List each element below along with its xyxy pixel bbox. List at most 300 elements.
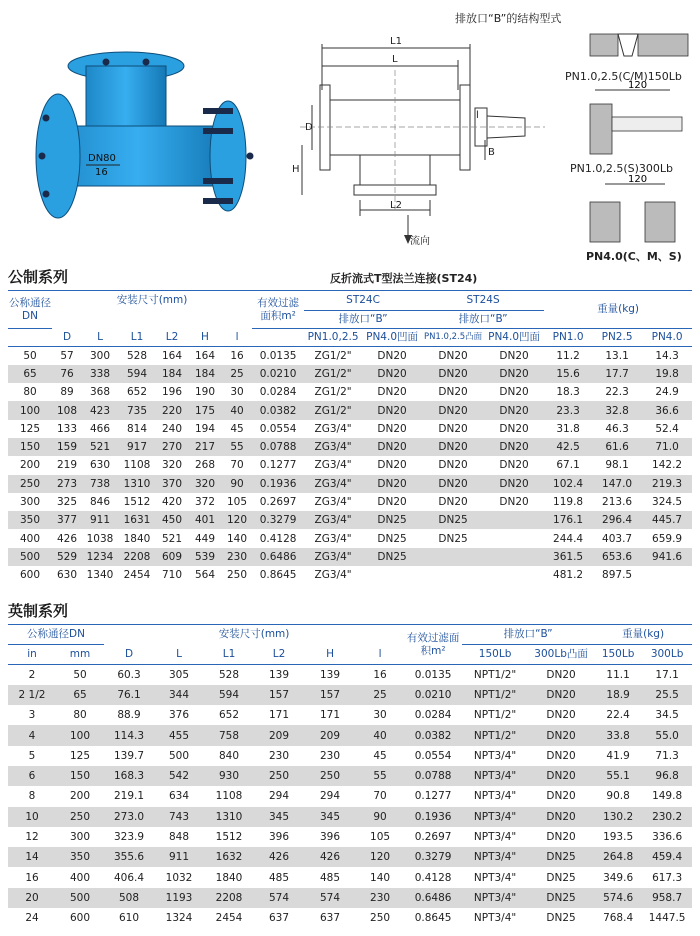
metric-row	[8, 401, 692, 419]
technical-drawing	[280, 30, 560, 255]
imperial-cell: 455	[168, 729, 190, 742]
imperial-cell: 0.0210	[414, 688, 452, 701]
metric-cell: 240	[161, 422, 183, 435]
metric-cell	[484, 548, 544, 566]
metric-cell: 2208	[123, 550, 151, 563]
imperial-header-install: 安装尺寸(mm)	[218, 628, 290, 641]
metric-cell: 0.0554	[259, 422, 297, 435]
imperial-cell: 1840	[215, 871, 243, 884]
metric-cell: 466	[89, 422, 111, 435]
imperial-cell: NPT1/2"	[473, 668, 517, 681]
imperial-cell: DN25	[546, 871, 576, 884]
metric-cell: 219.3	[652, 477, 683, 490]
metric-cell: 445.7	[652, 514, 683, 527]
metric-col-l: l	[222, 329, 252, 347]
imperial-cell: 209	[268, 729, 290, 742]
imperial-cell: 76.1	[117, 688, 141, 701]
metric-cell: 71.0	[655, 441, 679, 454]
metric-cell: 36.6	[655, 404, 679, 417]
metric-cell: ZG3/4"	[314, 496, 352, 509]
imperial-cell: 55.1	[606, 770, 630, 783]
metric-cell: DN20	[438, 367, 468, 380]
imperial-cell: 930	[218, 770, 240, 783]
metric-cell: 564	[194, 569, 216, 582]
metric-cell: DN20	[377, 477, 407, 490]
metric-cell: DN20	[377, 459, 407, 472]
imperial-cell: 542	[168, 770, 190, 783]
metric-cell: 19.8	[655, 367, 679, 380]
metric-cell	[484, 511, 544, 529]
metric-cell: DN20	[499, 349, 529, 362]
imperial-cell: 344	[168, 688, 190, 701]
imperial-row	[8, 786, 692, 806]
imperial-cell: 840	[218, 749, 240, 762]
metric-cell: 67.1	[556, 459, 580, 472]
metric-cell: 0.6486	[259, 550, 297, 563]
metric-cell: DN20	[377, 367, 407, 380]
imperial-row	[8, 705, 692, 725]
metric-cell: 125	[19, 422, 41, 435]
metric-col-L1: L1	[118, 329, 156, 347]
imperial-cell: DN20	[546, 810, 576, 823]
metric-row	[8, 383, 692, 401]
metric-cell: 630	[56, 569, 78, 582]
metric-cell: 244.4	[553, 532, 584, 545]
metric-cell: DN20	[438, 404, 468, 417]
metric-header-weight: 重量(kg)	[544, 291, 692, 329]
metric-cell: DN20	[499, 459, 529, 472]
imperial-cell: 958.7	[652, 891, 683, 904]
imperial-cell: NPT1/2"	[473, 709, 517, 722]
metric-cell	[484, 529, 544, 547]
metric-cell: 120	[227, 514, 248, 527]
imperial-cell: 24	[25, 912, 39, 925]
metric-cell: 0.0284	[259, 386, 297, 399]
imperial-cell: 1632	[215, 851, 243, 864]
imperial-cell: 1108	[215, 790, 243, 803]
metric-cell: 250	[19, 477, 41, 490]
imperial-row	[8, 665, 692, 685]
imperial-cell: 230	[268, 749, 290, 762]
metric-cell: 500	[19, 550, 41, 563]
imperial-cell: 396	[319, 831, 341, 844]
metric-cell: 50	[23, 349, 37, 362]
metric-cell: 15.6	[556, 367, 580, 380]
metric-section-title: 公制系列	[8, 268, 69, 286]
imperial-cell: 294	[268, 790, 290, 803]
imperial-cell: 80	[73, 709, 87, 722]
imperial-cell: DN20	[546, 709, 576, 722]
imperial-cell: 574	[319, 891, 341, 904]
imperial-cell: NPT3/4"	[473, 851, 517, 864]
imperial-cell: 911	[168, 851, 190, 864]
metric-cell: 159	[56, 441, 78, 454]
metric-cell: 23.3	[556, 404, 580, 417]
metric-cell: 0.1936	[259, 477, 297, 490]
imperial-cell: 600	[69, 912, 91, 925]
metric-cell	[484, 566, 544, 584]
metric-cell: 370	[161, 477, 183, 490]
metric-cell: DN20	[438, 459, 468, 472]
imperial-cell: 0.6486	[414, 891, 452, 904]
metric-row	[8, 475, 692, 493]
metric-cell: 100	[19, 404, 41, 417]
imperial-cell: 1324	[165, 912, 193, 925]
imperial-col-l: l	[356, 645, 404, 665]
imperial-cell: 300	[69, 831, 91, 844]
metric-cell: 164	[194, 349, 216, 362]
imperial-cell: 485	[319, 871, 341, 884]
metric-cell: ZG1/2"	[314, 367, 352, 380]
metric-cell: 108	[56, 404, 78, 417]
imperial-cell: 65	[73, 688, 87, 701]
imperial-cell: 55.0	[655, 729, 679, 742]
metric-cell: 0.0210	[259, 367, 297, 380]
metric-cell: DN25	[377, 514, 407, 527]
imperial-cell: 250	[370, 912, 391, 925]
imperial-cell: 0.1277	[414, 790, 452, 803]
imperial-cell: 100	[69, 729, 91, 742]
imperial-cell: 40	[373, 729, 387, 742]
imperial-cell: 1447.5	[648, 912, 686, 925]
metric-cell: 325	[56, 496, 78, 509]
imperial-cell: 294	[319, 790, 341, 803]
metric-col-w2: PN2.5	[592, 329, 642, 347]
metric-col-w3: PN4.0	[642, 329, 692, 347]
metric-header-drain-s: 排放口“B”	[422, 311, 544, 329]
metric-cell: 423	[89, 404, 111, 417]
metric-subtitle: 反折流式T型法兰连接(ST24)	[330, 272, 478, 285]
metric-cell: 324.5	[652, 496, 683, 509]
imperial-cell: 594	[218, 688, 240, 701]
imperial-cell: 345	[319, 810, 341, 823]
metric-cell: 147.0	[602, 477, 633, 490]
metric-cell: 13.1	[605, 349, 629, 362]
imperial-cell: 0.1936	[414, 810, 452, 823]
imperial-cell: 758	[218, 729, 240, 742]
metric-header-dn-spacer	[8, 329, 52, 347]
metric-cell: DN20	[499, 404, 529, 417]
metric-cell: DN20	[377, 349, 407, 362]
metric-cell: 142.2	[652, 459, 683, 472]
tee-dn-label: DN80	[88, 153, 116, 164]
imperial-cell: 34.5	[655, 709, 679, 722]
imperial-cell: NPT3/4"	[473, 891, 517, 904]
dim-D: D	[305, 122, 313, 133]
metric-cell: DN25	[438, 514, 468, 527]
metric-cell: 273	[56, 477, 78, 490]
metric-row	[8, 420, 692, 438]
imperial-cell: 171	[319, 709, 341, 722]
metric-cell: 350	[19, 514, 41, 527]
metric-cell: 217	[194, 441, 216, 454]
imperial-cell: 17.1	[655, 668, 679, 681]
imperial-col-L: L	[154, 645, 204, 665]
imperial-cell: 637	[319, 912, 341, 925]
metric-cell: ZG3/4"	[314, 532, 352, 545]
metric-cell: 911	[89, 514, 111, 527]
imperial-cell: 768.4	[603, 912, 634, 925]
metric-cell: 594	[126, 367, 148, 380]
metric-cell: DN20	[438, 422, 468, 435]
imperial-cell: 250	[319, 770, 341, 783]
metric-col-s2: PN4.0凹面	[484, 329, 544, 347]
imperial-cell: NPT1/2"	[473, 688, 517, 701]
imperial-cell: 30	[373, 709, 387, 722]
imperial-cell: 400	[69, 871, 91, 884]
imperial-cell: 652	[218, 709, 240, 722]
imperial-cell: 0.0554	[414, 749, 452, 762]
imperial-cell: 33.8	[606, 729, 630, 742]
imperial-cell: 139	[319, 668, 341, 681]
imperial-cell: 16	[25, 871, 39, 884]
imperial-cell: 6	[28, 770, 36, 783]
metric-cell: 175	[194, 404, 216, 417]
imperial-cell: 508	[118, 891, 140, 904]
metric-row	[8, 548, 692, 566]
metric-table-body	[8, 347, 692, 585]
metric-cell: 917	[126, 441, 148, 454]
imperial-cell: 610	[118, 912, 140, 925]
imperial-cell: 3	[28, 709, 36, 722]
metric-cell: 14.3	[655, 349, 679, 362]
imperial-row	[8, 827, 692, 847]
imperial-cell: 18.9	[606, 688, 630, 701]
metric-cell: DN25	[377, 532, 407, 545]
metric-col-L: L	[82, 329, 118, 347]
metric-cell: DN20	[377, 441, 407, 454]
imperial-table-body	[8, 665, 692, 929]
imperial-cell: 1512	[215, 831, 243, 844]
imperial-cell: 323.9	[113, 831, 145, 844]
metric-cell: 2454	[123, 569, 151, 582]
metric-cell: ZG3/4"	[314, 514, 352, 527]
imperial-cell: 485	[268, 871, 290, 884]
metric-cell: 220	[161, 404, 183, 417]
imperial-cell: NPT3/4"	[473, 871, 517, 884]
metric-cell: 55	[230, 441, 244, 454]
imperial-cell: 149.8	[652, 790, 683, 803]
imperial-cell: NPT3/4"	[473, 749, 517, 762]
metric-header-dn: 公称通径DN	[8, 291, 52, 329]
imperial-col-d2: 300Lb凸面	[528, 645, 594, 665]
imperial-cell: 426	[319, 851, 341, 864]
metric-cell: 16	[230, 349, 244, 362]
metric-cell: 196	[161, 386, 183, 399]
metric-cell: 401	[194, 514, 216, 527]
imperial-cell: 11.1	[606, 668, 630, 681]
imperial-cell: 305	[168, 668, 190, 681]
metric-cell: 296.4	[602, 514, 633, 527]
imperial-col-L1: L1	[204, 645, 254, 665]
metric-cell: DN20	[499, 367, 529, 380]
imperial-cell: 140	[370, 871, 391, 884]
metric-cell: 42.5	[556, 441, 580, 454]
pn-300lb-caption: PN1.0,2.5(S)300Lb	[570, 162, 674, 175]
metric-cell: ZG3/4"	[314, 441, 352, 454]
metric-cell: 45	[230, 422, 244, 435]
imperial-cell: 41.9	[606, 749, 630, 762]
imperial-col-mm: mm	[56, 645, 104, 665]
imperial-cell: DN20	[546, 770, 576, 783]
metric-cell: 450	[161, 514, 183, 527]
metric-table	[8, 290, 692, 584]
imperial-cell: 250	[268, 770, 290, 783]
metric-cell: 270	[161, 441, 183, 454]
imperial-cell: 157	[319, 688, 341, 701]
metric-row	[8, 493, 692, 511]
imperial-section-title: 英制系列	[8, 602, 69, 620]
metric-cell: 76	[60, 367, 74, 380]
metric-cell: DN20	[377, 422, 407, 435]
imperial-cell: 637	[268, 912, 290, 925]
metric-cell: 40	[230, 404, 244, 417]
metric-row	[8, 566, 692, 584]
imperial-cell: 55	[373, 770, 387, 783]
imperial-cell: 150	[69, 770, 91, 783]
metric-cell: 22.3	[605, 386, 629, 399]
metric-cell: DN20	[377, 386, 407, 399]
metric-cell: 300	[19, 496, 41, 509]
metric-cell: 710	[161, 569, 183, 582]
metric-cell: DN20	[377, 496, 407, 509]
imperial-cell: 0.8645	[414, 912, 452, 925]
imperial-cell: 376	[168, 709, 190, 722]
imperial-cell: DN20	[546, 790, 576, 803]
metric-cell: 1340	[86, 569, 114, 582]
imperial-cell: 574	[268, 891, 290, 904]
metric-header-st24s: ST24S	[422, 291, 544, 311]
metric-cell: DN20	[499, 496, 529, 509]
metric-cell: DN20	[438, 441, 468, 454]
imperial-cell: 350	[69, 851, 91, 864]
drain-detail-drawings	[580, 22, 695, 257]
dim-L: L	[392, 54, 398, 65]
metric-cell: 0.8645	[259, 569, 297, 582]
metric-cell: 400	[19, 532, 41, 545]
imperial-cell: 250	[69, 810, 91, 823]
tee-pn-label: 16	[95, 167, 108, 178]
metric-cell: 521	[161, 532, 183, 545]
imperial-col-in: in	[8, 645, 56, 665]
metric-col-c1: PN1.0,2.5	[304, 329, 362, 347]
imperial-cell: 50	[73, 668, 87, 681]
metric-cell: DN20	[438, 477, 468, 490]
imperial-header-area: 有效过滤面积m²	[404, 625, 462, 665]
imperial-cell: 114.3	[113, 729, 145, 742]
metric-cell: 403.7	[602, 532, 633, 545]
imperial-table	[8, 624, 692, 928]
metric-cell: ZG3/4"	[314, 459, 352, 472]
metric-cell: 102.4	[553, 477, 584, 490]
metric-cell: 420	[161, 496, 183, 509]
metric-cell: 653.6	[602, 550, 633, 563]
metric-cell: 61.6	[605, 441, 629, 454]
metric-cell: DN20	[438, 349, 468, 362]
imperial-col-H: H	[304, 645, 356, 665]
metric-header-st24c: ST24C	[304, 291, 422, 311]
metric-cell: ZG3/4"	[314, 569, 352, 582]
metric-col-c2: PN4.0凹面	[362, 329, 422, 347]
metric-row	[8, 456, 692, 474]
metric-header-area-spacer	[252, 329, 304, 347]
imperial-cell: 200	[69, 790, 91, 803]
imperial-cell: DN20	[546, 729, 576, 742]
imperial-cell: 264.8	[603, 851, 634, 864]
metric-col-w1: PN1.0	[544, 329, 592, 347]
pn40-caption: PN4.0(C、M、S)	[586, 250, 682, 263]
metric-cell: 361.5	[553, 550, 584, 563]
metric-cell: 338	[89, 367, 111, 380]
imperial-cell: 2454	[215, 912, 243, 925]
metric-cell: ZG3/4"	[314, 550, 352, 563]
metric-cell: 18.3	[556, 386, 580, 399]
imperial-col-d1: 150Lb	[462, 645, 528, 665]
imperial-cell: 500	[168, 749, 190, 762]
imperial-cell: 139	[268, 668, 290, 681]
imperial-cell: 1310	[215, 810, 243, 823]
metric-cell: 52.4	[655, 422, 679, 435]
metric-cell: 150	[19, 441, 41, 454]
metric-cell: 481.2	[553, 569, 584, 582]
metric-cell: 0.0135	[259, 349, 297, 362]
metric-cell: 1840	[123, 532, 151, 545]
drain-structure-caption: 排放口“B”的结构型式	[455, 12, 562, 25]
metric-row	[8, 347, 692, 365]
imperial-cell: 1193	[165, 891, 193, 904]
metric-cell: 230	[227, 550, 248, 563]
metric-cell: 814	[126, 422, 148, 435]
metric-cell: 31.8	[556, 422, 580, 435]
imperial-row	[8, 807, 692, 827]
imperial-col-D: D	[104, 645, 154, 665]
imperial-header-dn: 公称通径DN	[8, 625, 104, 645]
dim-120-a: 120	[628, 80, 648, 91]
metric-cell: 89	[60, 386, 74, 399]
imperial-cell: 16	[373, 668, 387, 681]
imperial-cell: 406.4	[113, 871, 145, 884]
imperial-cell: 105	[370, 831, 391, 844]
imperial-cell: 130.2	[603, 810, 634, 823]
metric-cell: 846	[89, 496, 111, 509]
imperial-row	[8, 725, 692, 745]
imperial-header-weight: 重量(kg)	[594, 625, 692, 645]
metric-cell: 0.2697	[259, 496, 297, 509]
imperial-cell: 219.1	[113, 790, 145, 803]
imperial-cell: 120	[370, 851, 391, 864]
metric-cell: DN20	[377, 404, 407, 417]
metric-cell: 30	[230, 386, 244, 399]
imperial-cell: 528	[218, 668, 240, 681]
imperial-cell: 2	[28, 668, 36, 681]
metric-row	[8, 438, 692, 456]
metric-cell: 521	[89, 441, 111, 454]
imperial-cell: 0.0382	[414, 729, 452, 742]
imperial-cell: DN25	[546, 912, 576, 925]
metric-cell: 1310	[123, 477, 151, 490]
imperial-cell: 25.5	[655, 688, 679, 701]
imperial-row	[8, 746, 692, 766]
imperial-cell: DN20	[546, 668, 576, 681]
imperial-cell: 273.0	[113, 810, 145, 823]
imperial-cell: 12	[25, 831, 39, 844]
metric-cell	[422, 548, 484, 566]
imperial-cell: 88.9	[117, 709, 141, 722]
metric-cell: 449	[194, 532, 216, 545]
metric-cell: 176.1	[553, 514, 584, 527]
imperial-row	[8, 847, 692, 867]
imperial-cell: 2 1/2	[18, 688, 46, 701]
